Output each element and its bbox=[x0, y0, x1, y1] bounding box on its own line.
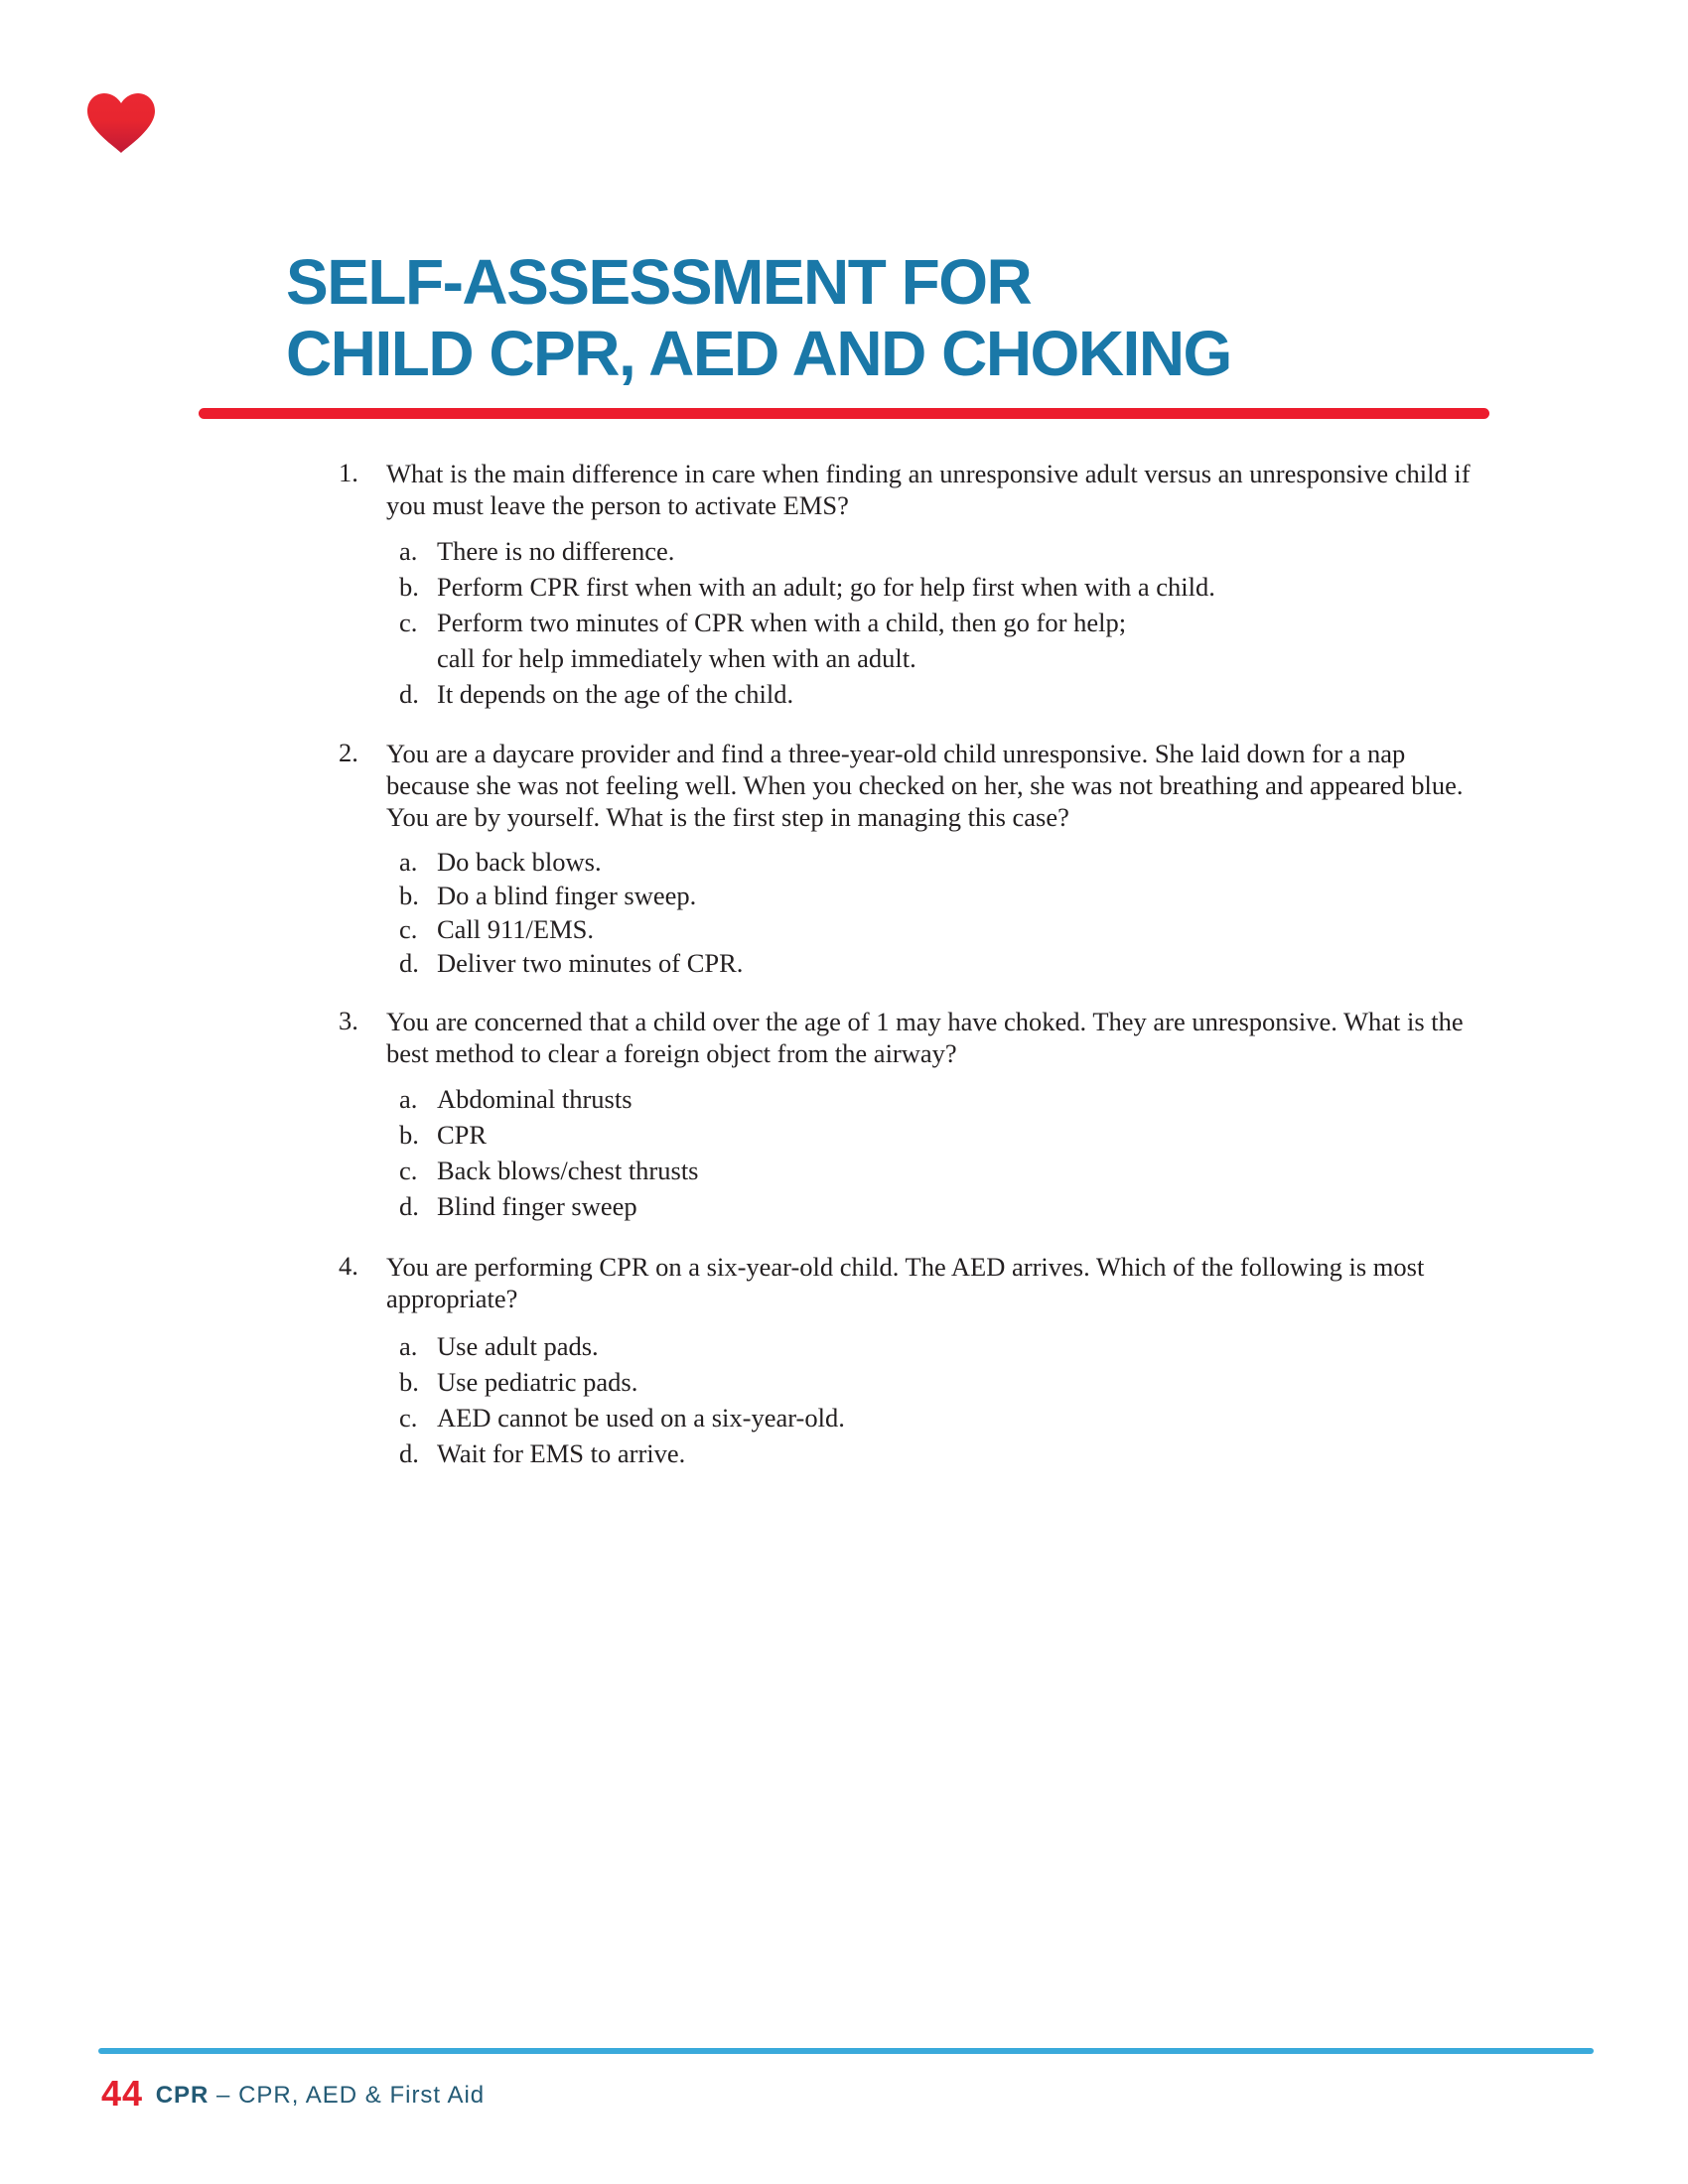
page-number: 44 bbox=[101, 2073, 144, 2114]
option-letter: c. bbox=[399, 914, 418, 944]
question-text: You are a daycare provider and find a three-year-old child unresponsive. She laid down for a nap because she was not feeling well. When you checked on her, she was not breathing and appeared blue. You are by yourself. What is the first step in managing this case? bbox=[386, 739, 1464, 832]
footer-divider bbox=[98, 2048, 1594, 2054]
option-text: Do a blind finger sweep. bbox=[437, 881, 697, 910]
option-text: AED cannot be used on a six-year-old. bbox=[437, 1403, 845, 1433]
option-letter: c. bbox=[399, 608, 418, 637]
page-title bbox=[286, 246, 1231, 389]
option-letter: c. bbox=[399, 1156, 418, 1185]
question-text: You are concerned that a child over the age of 1 may have choked. They are unresponsive. What is the best method to clear a foreign object from the airway? bbox=[386, 1007, 1464, 1068]
option-text: Deliver two minutes of CPR. bbox=[437, 948, 744, 978]
question-number: 2. bbox=[339, 738, 358, 767]
option-letter: a. bbox=[399, 1084, 418, 1114]
option-letter: d. bbox=[399, 679, 419, 709]
option-text: Perform two minutes of CPR when with a child, then go for help; call for help immediately when with an adult. bbox=[437, 608, 1127, 673]
question-number: 3. bbox=[339, 1006, 358, 1035]
option-text: CPR bbox=[437, 1120, 488, 1150]
question-number: 4. bbox=[339, 1251, 358, 1281]
option-text: Wait for EMS to arrive. bbox=[437, 1438, 686, 1468]
option-letter: a. bbox=[399, 536, 418, 566]
option-text: There is no difference. bbox=[437, 536, 675, 566]
option-letter: b. bbox=[399, 881, 419, 910]
option-text: Call 911/EMS. bbox=[437, 914, 595, 944]
footer-subtitle: – CPR, AED & First Aid bbox=[209, 2082, 486, 2109]
footer-brand: CPR bbox=[155, 2082, 210, 2109]
option-text: Abdominal thrusts bbox=[437, 1084, 633, 1114]
option-letter: b. bbox=[399, 1120, 419, 1150]
heart-icon bbox=[85, 91, 157, 155]
option-text: It depends on the age of the child. bbox=[437, 679, 794, 709]
option-letter: c. bbox=[399, 1403, 418, 1433]
option-text: Use pediatric pads. bbox=[437, 1367, 638, 1397]
option-text: Blind finger sweep bbox=[437, 1191, 637, 1221]
option-text: Do back blows. bbox=[437, 847, 602, 877]
option-letter: d. bbox=[399, 1191, 419, 1221]
option-letter: b. bbox=[399, 572, 419, 602]
page-title-line-2: CHILD CPR, AED AND CHOKING bbox=[286, 318, 1231, 389]
option-text: Use adult pads. bbox=[437, 1331, 599, 1361]
question-text: You are performing CPR on a six-year-old child. The AED arrives. Which of the following is most appropriate? bbox=[386, 1252, 1425, 1313]
option-text: Back blows/chest thrusts bbox=[437, 1156, 699, 1185]
page-title-line-1: SELF-ASSESSMENT FOR bbox=[286, 246, 1032, 318]
question-number: 1. bbox=[339, 458, 358, 487]
question-text: What is the main difference in care when finding an unresponsive adult versus an unresponsive child if you must leave the person to activate EMS? bbox=[386, 459, 1471, 520]
option-letter: d. bbox=[399, 1438, 419, 1468]
option-letter: a. bbox=[399, 1331, 418, 1361]
title-divider bbox=[199, 408, 1489, 419]
option-text: Perform CPR first when with an adult; go for help first when with a child. bbox=[437, 572, 1215, 602]
option-letter: d. bbox=[399, 948, 419, 978]
option-letter: a. bbox=[399, 847, 418, 877]
page-footer bbox=[101, 2073, 485, 2115]
option-letter: b. bbox=[399, 1367, 419, 1397]
